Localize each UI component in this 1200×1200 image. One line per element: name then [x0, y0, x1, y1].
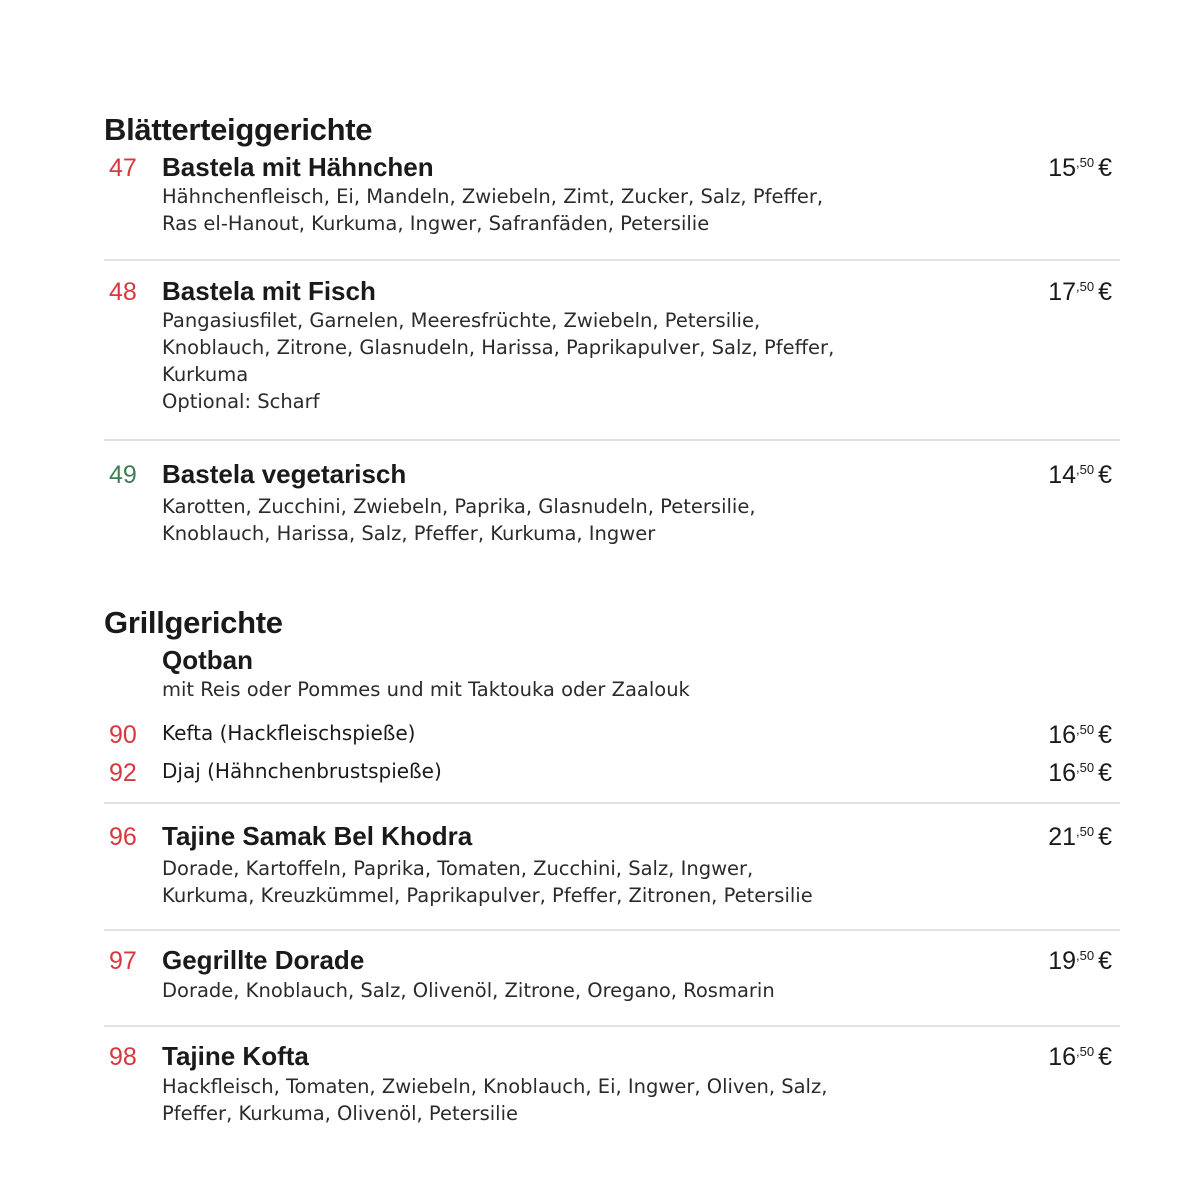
item-price	[972, 461, 1112, 490]
price-currency: €	[1098, 759, 1112, 787]
description-line: Pangasiusfilet, Garnelen, Meeresfrüchte, Zwiebeln, Petersilie,	[162, 309, 761, 332]
item-number: 90	[109, 721, 137, 749]
group-name: Qotban	[162, 645, 253, 675]
description-line: Karotten, Zucchini, Zwiebeln, Paprika, Glasnudeln, Petersilie,	[162, 495, 756, 518]
item-name: Bastela mit Fisch	[162, 276, 376, 306]
price-cents: ,50	[1076, 155, 1095, 170]
item-number: 97	[109, 947, 137, 975]
item-name: Bastela mit Hähnchen	[162, 152, 434, 182]
price-main: 16	[1048, 759, 1077, 787]
item-price	[972, 278, 1112, 307]
description-line: Knoblauch, Zitrone, Glasnudeln, Harissa, Paprikapulver, Salz, Pfeffer,	[162, 336, 835, 359]
item-description	[162, 1073, 827, 1127]
price-currency: €	[1098, 154, 1112, 182]
price-currency: €	[1098, 947, 1112, 975]
description-line: Hackfleisch, Tomaten, Zwiebeln, Knoblauch, Ei, Ingwer, Oliven, Salz,	[162, 1075, 828, 1098]
description-line: Hähnchenfleisch, Ei, Mandeln, Zwiebeln, Zimt, Zucker, Salz, Pfeffer,	[162, 185, 824, 208]
price-currency: €	[1098, 721, 1112, 749]
price-currency: €	[1098, 278, 1112, 306]
description-line: Knoblauch, Harissa, Salz, Pfeffer, Kurkuma, Ingwer	[162, 522, 656, 545]
divider	[104, 802, 1120, 804]
description-line: Kurkuma, Kreuzkümmel, Paprikapulver, Pfeffer, Zitronen, Petersilie	[162, 884, 813, 907]
item-description	[162, 855, 813, 909]
section-title-blaetterteiggerichte: Blätterteiggerichte	[104, 112, 373, 147]
item-description	[162, 493, 756, 547]
description-line: Dorade, Knoblauch, Salz, Olivenöl, Zitrone, Oregano, Rosmarin	[162, 979, 775, 1002]
item-number: 47	[109, 154, 137, 182]
item-number: 49	[109, 461, 137, 489]
description-line: Pfeffer, Kurkuma, Olivenöl, Petersilie	[162, 1102, 519, 1125]
divider	[104, 1025, 1120, 1027]
price-main: 15	[1048, 154, 1077, 182]
item-description	[162, 307, 834, 415]
price-cents: ,50	[1076, 760, 1095, 775]
divider	[104, 259, 1120, 261]
description-line: Optional: Scharf	[162, 390, 320, 413]
price-cents: ,50	[1076, 462, 1095, 477]
price-main: 17	[1048, 278, 1077, 306]
price-cents: ,50	[1076, 722, 1095, 737]
price-currency: €	[1098, 823, 1112, 851]
description-line: Ras el-Hanout, Kurkuma, Ingwer, Safranfäden, Petersilie	[162, 212, 710, 235]
item-name: Gegrillte Dorade	[162, 945, 365, 975]
item-number: 48	[109, 278, 137, 306]
item-name: Bastela vegetarisch	[162, 459, 407, 489]
item-price	[972, 154, 1112, 183]
item-price	[972, 823, 1112, 852]
divider	[104, 929, 1120, 931]
item-number: 96	[109, 823, 137, 851]
item-name: Djaj (Hähnchenbrustspieße)	[162, 759, 442, 783]
item-number: 92	[109, 759, 137, 787]
price-cents: ,50	[1076, 824, 1095, 839]
item-price	[972, 721, 1112, 750]
item-description	[162, 183, 823, 237]
item-name: Kefta (Hackfleischspieße)	[162, 721, 416, 745]
item-description	[162, 977, 775, 1004]
description-line: Dorade, Kartoffeln, Paprika, Tomaten, Zucchini, Salz, Ingwer,	[162, 857, 754, 880]
price-currency: €	[1098, 461, 1112, 489]
item-price	[972, 947, 1112, 976]
price-currency: €	[1098, 1043, 1112, 1071]
price-main: 19	[1048, 947, 1077, 975]
group-description: mit Reis oder Pommes und mit Taktouka oder Zaalouk	[162, 678, 690, 701]
price-cents: ,50	[1076, 1044, 1095, 1059]
price-main: 14	[1048, 461, 1077, 489]
price-main: 21	[1048, 823, 1077, 851]
divider	[104, 439, 1120, 441]
description-line: Kurkuma	[162, 363, 249, 386]
item-name: Tajine Kofta	[162, 1041, 309, 1071]
section-title-grillgerichte: Grillgerichte	[104, 605, 283, 640]
item-name: Tajine Samak Bel Khodra	[162, 821, 473, 851]
item-price	[972, 1043, 1112, 1072]
price-cents: ,50	[1076, 948, 1095, 963]
item-price	[972, 759, 1112, 788]
item-number: 98	[109, 1043, 137, 1071]
price-main: 16	[1048, 721, 1077, 749]
price-main: 16	[1048, 1043, 1077, 1071]
price-cents: ,50	[1076, 279, 1095, 294]
